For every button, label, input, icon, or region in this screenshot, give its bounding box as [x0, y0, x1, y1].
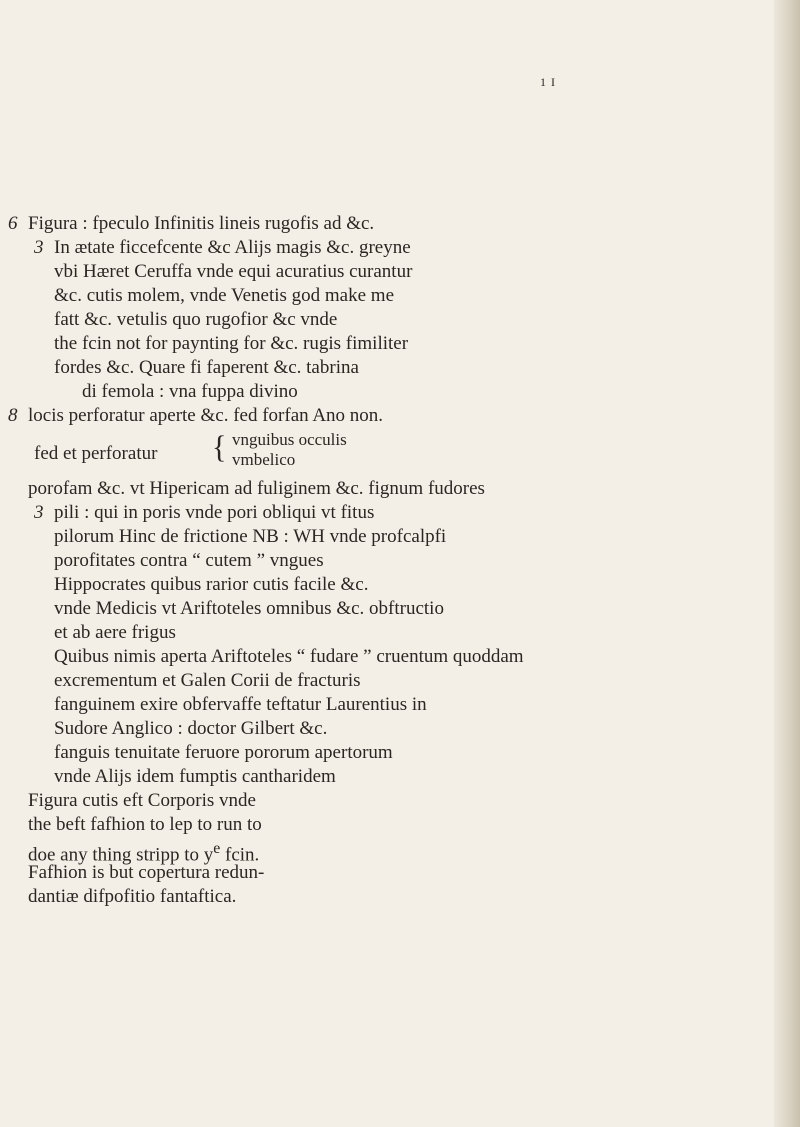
- text-line-21: Sudore Anglico : doctor Gilbert &c.: [54, 718, 328, 739]
- text-line-24: Figura cutis eft Corporis vnde: [28, 790, 256, 811]
- text-line-11: porofam &c. vt Hipericam ad fuliginem &c. fignum fudores: [28, 478, 485, 499]
- text-line-6: the fcin not for paynting for &c. rugis fimiliter: [54, 333, 409, 354]
- text-line-3: vbi Hæret Ceruffa vnde equi acuratius curantur: [54, 261, 413, 282]
- brace-upper-text: vnguibus occulis: [232, 430, 347, 449]
- text-line-18: Quibus nimis aperta Ariftoteles “ fudare ” cruentum quoddam: [54, 646, 524, 667]
- text-line-2: In ætate ficcefcente &c Alijs magis &c. greyne: [54, 237, 411, 258]
- folio-number: 1 I: [540, 75, 556, 89]
- text-line-8: di femola : vna fuppa divino: [82, 381, 298, 402]
- text-line-26: doe any thing stripp to $y^e$ fcin.: [28, 840, 260, 866]
- text-line-7: fordes &c. Quare fi faperent &c. tabrina: [54, 357, 359, 378]
- text-line-4: &c. cutis molem, vnde Venetis god make me: [54, 285, 394, 306]
- text-line-14: porofitates contra “ cutem ” vngues: [54, 550, 324, 571]
- text-line-19: excrementum et Galen Corii de fracturis: [54, 670, 361, 691]
- text-line-23: vnde Alijs idem fumptis cantharidem: [54, 766, 336, 787]
- text-line-1: Figura : fpeculo Infinitis lineis rugofis ad &c.: [28, 213, 375, 234]
- margin-number-8: 8: [8, 405, 18, 426]
- text-line-9: locis perforatur aperte &c. fed forfan Ano non.: [28, 405, 384, 426]
- page-edge-shadow: [774, 0, 800, 1127]
- brace-lead-text: fed et perforatur: [34, 443, 158, 464]
- brace-lower-text: vmbelico: [232, 450, 296, 469]
- text-line-15: Hippocrates quibus rarior cutis facile &c.: [54, 574, 369, 595]
- text-line-22: fanguis tenuitate feruore pororum apertorum: [54, 742, 393, 763]
- text-line-25: the beft fafhion to lep to run to: [28, 814, 262, 835]
- text-line-16: vnde Medicis vt Ariftoteles omnibus &c. obftructio: [54, 598, 444, 619]
- text-line-12: pili : qui in poris vnde pori obliqui vt fitus: [54, 502, 375, 523]
- text-line-28: dantiæ difpofitio fantaftica.: [28, 886, 237, 907]
- margin-number-3b: 3: [34, 502, 44, 523]
- text-line-5: fatt &c. vetulis quo rugofior &c vnde: [54, 309, 338, 330]
- text-line-20: fanguinem exire obfervaffe teftatur Laurentius in: [54, 694, 427, 715]
- text-line-13: pilorum Hinc de frictione NB : WH vnde profcalpfi: [54, 526, 447, 547]
- text-line-17: et ab aere frigus: [54, 622, 176, 643]
- margin-number-3: 3: [34, 237, 44, 258]
- text-line-27: Fafhion is but copertura redun-: [28, 862, 265, 883]
- margin-number-6: 6: [8, 213, 18, 234]
- curly-brace-icon: {: [212, 430, 227, 465]
